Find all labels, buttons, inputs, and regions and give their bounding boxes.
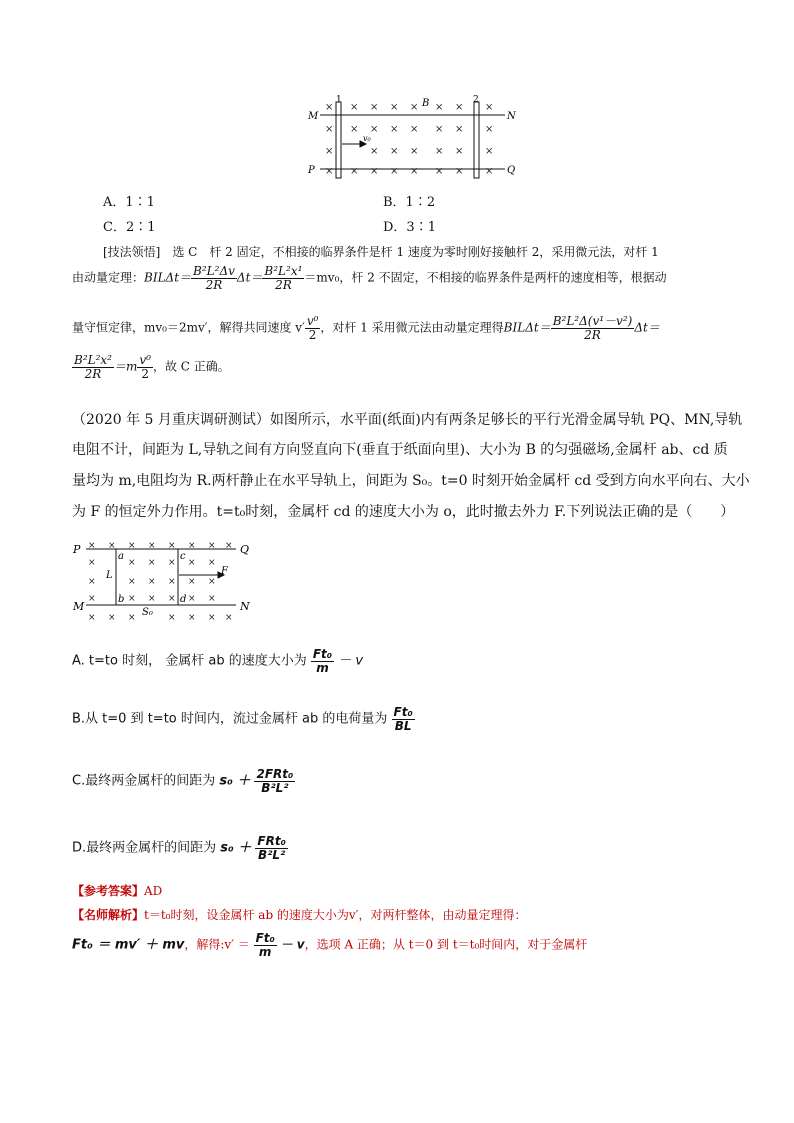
magnetic-field-cross: × [208,577,216,587]
magnetic-field-cross: × [455,146,464,157]
magnetic-field-cross: × [208,558,216,568]
q2-stem-line2: 电阻不计，间距为 L,导轨之间有方向竖直向下(垂直于纸面向里)、大小为 B 的匀强磁场,金属杆 ab、cd 质 [72,442,728,458]
q1-option-d: D．3∶1 [383,220,436,235]
figure-rails-ab-cd [70,538,270,628]
magnetic-field-cross: × [208,613,216,623]
magnetic-field-cross: × [128,613,136,623]
magnetic-field-cross: × [208,594,216,604]
magnetic-field-cross: × [390,166,399,177]
label-a: a [118,551,124,562]
q2-stem-line4: 为 F 的恒定外力作用。t=t₀时刻，金属杆 cd 的速度大小为 o，此时撤去外力 F.下列说法正确的是（ ） [72,504,735,520]
magnetic-field-cross: × [485,166,494,177]
label-v0: v₀ [363,134,371,143]
label-p: P [73,543,81,556]
magnetic-field-cross: × [370,124,379,135]
magnetic-field-cross: × [188,594,196,604]
reference-answer: 【参考答案】AD [72,884,163,898]
magnetic-field-cross: × [225,613,233,623]
label-s0: S₀ [142,607,153,618]
magnetic-field-cross: × [225,541,233,551]
magnetic-field-cross: × [455,166,464,177]
label-b: b [118,594,125,605]
figure-rails-two-rods [300,94,530,180]
magnetic-field-cross: × [390,102,399,113]
label-p: P [308,165,315,176]
magnetic-field-cross: × [148,541,156,551]
magnetic-field-cross: × [108,541,116,551]
label-rod-2: 2 [473,95,479,105]
q1-option-a: A．1∶1 [103,195,155,210]
label-d: d [180,594,187,605]
magnetic-field-cross: × [410,166,419,177]
label-n: N [507,111,516,122]
magnetic-field-cross: × [370,102,379,113]
magnetic-field-cross: × [148,594,156,604]
magnetic-field-cross: × [325,166,334,177]
magnetic-field-cross: × [168,577,176,587]
magnetic-field-cross: × [88,594,96,604]
rod-2 [474,102,479,178]
magnetic-field-cross: × [168,613,176,623]
magnetic-field-cross: × [168,541,176,551]
q1-option-c: C．2∶1 [103,220,156,235]
rod-1 [336,102,341,178]
magnetic-field-cross: × [188,541,196,551]
magnetic-field-cross: × [455,124,464,135]
analysis-line1: 【名师解析】t＝t₀时刻，设金属杆 ab 的速度大小为v′，对两杆整体，由动量定理得： [72,908,527,922]
label-m: M [73,600,85,613]
magnetic-field-cross: × [485,102,494,113]
label-l: L [106,570,113,581]
magnetic-field-cross: × [370,166,379,177]
magnetic-field-cross: × [410,146,419,157]
q1-solution-line3: 量守恒定律，mv₀＝2mv′，解得共同速度 v′ $\frac{\text{v⁰}}{2}$ ，对杆 1 采用微元法由动量定理得BILΔt＝ $\frac{\text{B²L²Δ(v¹－v²)}}{2R}$ Δt＝ [72,314,660,342]
magnetic-field-cross: × [455,102,464,113]
magnetic-field-cross: × [168,558,176,568]
magnetic-field-cross: × [325,102,334,113]
magnetic-field-cross: × [390,124,399,135]
magnetic-field-cross: × [350,124,359,135]
magnetic-field-cross: × [435,166,444,177]
label-n: N [240,600,250,613]
q1-option-b: B．1∶2 [383,195,436,210]
magnetic-field-cross: × [88,541,96,551]
magnetic-field-cross: × [390,146,399,157]
magnetic-field-cross: × [88,577,96,587]
magnetic-field-cross: × [325,124,334,135]
q1-solution-line4: $\frac{\text{B²L²x²}}{2R}$ ＝m $\frac{\text{v⁰}}{2}$ ，故 C 正确。 [74,353,230,381]
label-q: Q [507,165,516,176]
q2-option-a: A. t=to 时刻， 金属杆 ab 的速度大小为 $\frac{\text{Ft₀}}{m}$ － v [72,647,364,675]
q2-stem-line3: 量均为 m,电阻均为 R.两杆静止在水平导轨上，间距为 S₀。t=0 时刻开始金属杆 cd 受到方向水平向右、大小 [72,473,750,489]
q2-option-c: C.最终两金属杆的间距为 s₀ ＋ $\frac{\text{2FRt₀}}{\text{B²L²}}$ [72,767,294,795]
magnetic-field-cross: × [88,558,96,568]
magnetic-field-cross: × [410,124,419,135]
magnetic-field-cross: × [128,558,136,568]
label-c: c [180,551,186,562]
magnetic-field-cross: × [148,577,156,587]
magnetic-field-cross: × [350,166,359,177]
magnetic-field-cross: × [128,577,136,587]
magnetic-field-cross: × [485,146,494,157]
magnetic-field-cross: × [108,613,116,623]
label-rod-1: 1 [336,95,342,105]
magnetic-field-cross: × [188,577,196,587]
magnetic-field-cross: × [208,541,216,551]
magnetic-field-cross: × [435,146,444,157]
magnetic-field-cross: × [88,613,96,623]
magnetic-field-cross: × [148,558,156,568]
magnetic-field-cross: × [350,102,359,113]
q2-stem-line1: （2020 年 5 月重庆调研测试）如图所示，水平面(纸面)内有两条足够长的平行光滑金属导轨 PQ、MN,导轨 [72,412,743,428]
magnetic-field-cross: × [435,102,444,113]
magnetic-field-cross: × [325,146,334,157]
magnetic-field-cross: × [370,146,379,157]
analysis-line2: Ft₀ ＝ mv′ ＋ mv，解得:v′ ＝ $\frac{\text{Ft₀}}{m}$ － v，选项 A 正确；从 t＝0 到 t＝t₀时间内，对于金属杆 [72,931,588,959]
label-f: F [221,566,228,577]
magnetic-field-cross: × [410,102,419,113]
q1-solution-line2: 由动量定理：BILΔt＝ $\frac{\text{B²L²Δv}}{2R}$ Δt＝ $\frac{\text{B²L²x¹}}{2R}$ ＝mv₀，杆 2 不固定，不相接的临界条件是两杆的速度相等，根据动 [72,264,667,292]
q1-solution-line1: [技法领悟] 选 C 杆 2 固定，不相接的临界条件是杆 1 速度为零时刚好接触杆 2，采用微元法，对杆 1 [103,245,659,259]
magnetic-field-cross: × [485,124,494,135]
label-m: M [308,111,319,122]
label-b: B [422,98,430,109]
magnetic-field-cross: × [128,541,136,551]
magnetic-field-cross: × [188,613,196,623]
magnetic-field-cross: × [128,594,136,604]
q2-option-d: D.最终两金属杆的间距为 s₀ ＋ $\frac{\text{FRt₀}}{\text{B²L²}}$ [72,834,286,862]
magnetic-field-cross: × [188,558,196,568]
magnetic-field-cross: × [168,594,176,604]
label-q: Q [240,543,250,556]
magnetic-field-cross: × [435,124,444,135]
q2-option-b: B.从 t=0 到 t=to 时间内，流过金属杆 ab 的电荷量为 $\frac{\text{Ft₀}}{BL}$ [72,705,413,733]
